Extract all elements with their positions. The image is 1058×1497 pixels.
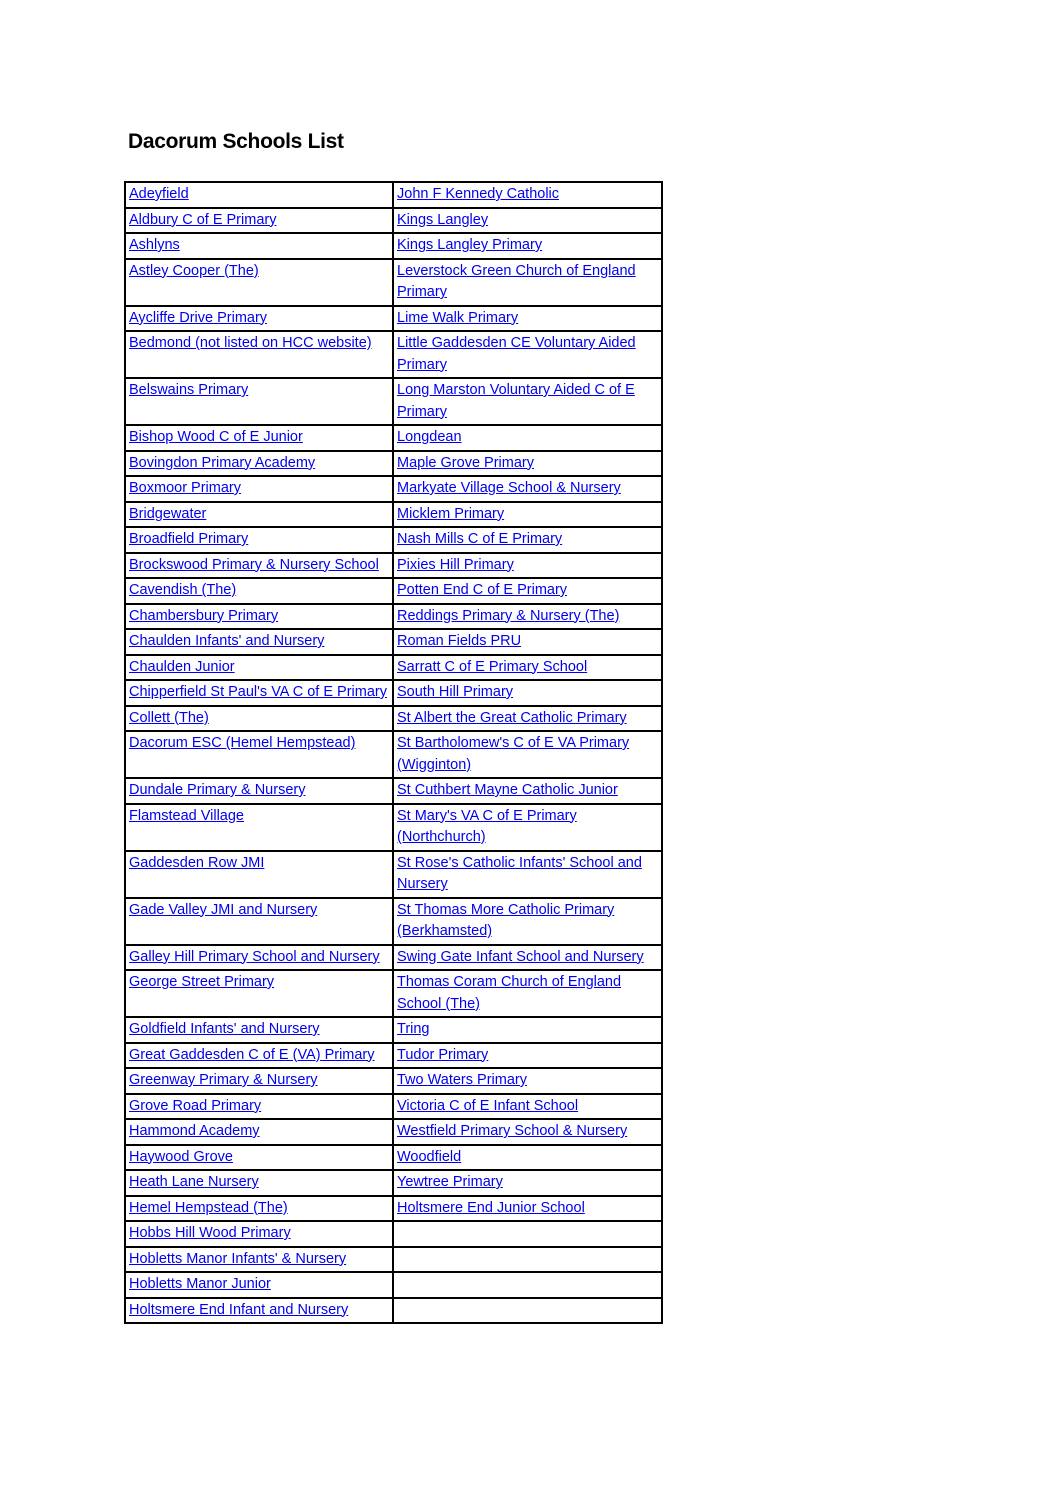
table-cell bbox=[393, 629, 662, 655]
table-cell bbox=[125, 1094, 393, 1120]
school-link[interactable]: Ashlyns bbox=[129, 237, 180, 253]
table-cell bbox=[393, 706, 662, 732]
table-cell bbox=[393, 680, 662, 706]
table-cell bbox=[393, 1170, 662, 1196]
table-row bbox=[125, 970, 662, 1017]
table-row bbox=[125, 553, 662, 579]
table-cell bbox=[125, 945, 393, 971]
table-row bbox=[125, 680, 662, 706]
table-row bbox=[125, 851, 662, 898]
school-link[interactable]: Pixies Hill Primary bbox=[397, 556, 514, 573]
table-cell bbox=[393, 182, 662, 208]
table-cell bbox=[125, 233, 393, 259]
table-cell bbox=[125, 804, 393, 851]
table-cell bbox=[393, 1017, 662, 1043]
table-cell bbox=[393, 527, 662, 553]
school-link[interactable]: Hemel Hempstead (The) bbox=[129, 1199, 288, 1216]
school-link[interactable]: Collett (The) bbox=[129, 709, 209, 726]
table-cell bbox=[393, 898, 662, 945]
table-row bbox=[125, 425, 662, 451]
table-row bbox=[125, 604, 662, 630]
table-cell bbox=[125, 1170, 393, 1196]
table-cell bbox=[125, 970, 393, 1017]
school-link[interactable]: Reddings Primary & Nursery (The) bbox=[397, 607, 620, 624]
table-cell bbox=[125, 629, 393, 655]
table-cell bbox=[125, 1247, 393, 1273]
table-row bbox=[125, 476, 662, 502]
table-cell bbox=[393, 425, 662, 451]
school-link[interactable]: Chaulden Junior bbox=[129, 658, 235, 675]
school-link[interactable]: St Thomas More Catholic Primary (Berkhamsted) bbox=[397, 901, 615, 939]
table-row bbox=[125, 778, 662, 804]
school-link[interactable]: Holtsmere End Infant and Nursery bbox=[129, 1301, 349, 1318]
school-link[interactable]: Grove Road Primary bbox=[129, 1097, 262, 1114]
school-link[interactable]: Maple Grove Primary bbox=[397, 454, 534, 471]
school-link[interactable]: Bridgewater bbox=[129, 505, 207, 522]
table-row bbox=[125, 945, 662, 971]
school-link[interactable]: Sarratt C of E Primary School bbox=[397, 658, 588, 675]
school-link[interactable]: St Rose's Catholic Infants' School and Nursery bbox=[397, 854, 642, 892]
table-cell bbox=[393, 502, 662, 528]
table-cell bbox=[125, 706, 393, 732]
school-link[interactable]: Tudor Primary bbox=[397, 1046, 489, 1063]
table-cell bbox=[393, 259, 662, 306]
school-link[interactable]: Boxmoor Primary bbox=[129, 480, 241, 496]
school-link[interactable]: Kings Langley bbox=[397, 211, 489, 228]
table-cell bbox=[125, 1272, 393, 1298]
school-link[interactable]: Hammond Academy bbox=[129, 1123, 260, 1139]
school-link[interactable]: Belswains Primary bbox=[129, 382, 249, 398]
table-cell bbox=[125, 1221, 393, 1247]
table-cell bbox=[125, 1145, 393, 1171]
school-link[interactable]: St Cuthbert Mayne Catholic Junior bbox=[397, 782, 618, 798]
table-cell bbox=[393, 1221, 662, 1247]
table-cell bbox=[125, 502, 393, 528]
table-row bbox=[125, 1017, 662, 1043]
table-cell bbox=[125, 578, 393, 604]
school-link[interactable]: Bishop Wood C of E Junior bbox=[129, 429, 303, 445]
table-cell bbox=[393, 655, 662, 681]
school-link[interactable]: Markyate Village School & Nursery bbox=[397, 480, 621, 496]
table-cell bbox=[393, 553, 662, 579]
school-link[interactable]: Roman Fields PRU bbox=[397, 633, 522, 649]
school-link[interactable]: Yewtree Primary bbox=[397, 1174, 503, 1190]
school-link[interactable]: Flamstead Village bbox=[129, 807, 244, 824]
school-link[interactable]: Astley Cooper (The) bbox=[129, 262, 259, 279]
school-link[interactable]: Lime Walk Primary bbox=[397, 309, 519, 326]
table-cell bbox=[393, 331, 662, 378]
school-link[interactable]: Little Gaddesden CE Voluntary Aided Primary bbox=[397, 335, 636, 373]
school-link[interactable]: Holtsmere End Junior School bbox=[397, 1199, 585, 1216]
school-link[interactable]: John F Kennedy Catholic bbox=[397, 186, 560, 202]
table-row bbox=[125, 331, 662, 378]
school-link[interactable]: Gaddesden Row JMI bbox=[129, 854, 265, 871]
table-cell bbox=[393, 1043, 662, 1069]
table-cell bbox=[393, 1196, 662, 1222]
table-cell bbox=[125, 851, 393, 898]
table-row bbox=[125, 259, 662, 306]
table-row bbox=[125, 502, 662, 528]
table-cell bbox=[125, 259, 393, 306]
table-cell bbox=[125, 1068, 393, 1094]
school-link[interactable]: Longdean bbox=[397, 429, 462, 445]
table-cell bbox=[393, 731, 662, 778]
table-row bbox=[125, 804, 662, 851]
table-row bbox=[125, 578, 662, 604]
table-cell bbox=[125, 553, 393, 579]
school-link[interactable]: Westfield Primary School & Nursery bbox=[397, 1123, 628, 1139]
table-cell bbox=[125, 208, 393, 234]
table-cell bbox=[393, 851, 662, 898]
table-cell bbox=[393, 1068, 662, 1094]
table-cell bbox=[125, 1017, 393, 1043]
table-cell bbox=[393, 306, 662, 332]
school-link[interactable]: Kings Langley Primary bbox=[397, 237, 543, 253]
school-link[interactable]: Long Marston Voluntary Aided C of E Primary bbox=[397, 382, 635, 420]
table-row bbox=[125, 1094, 662, 1120]
school-link[interactable]: Bedmond (not listed on HCC website) bbox=[129, 335, 372, 351]
school-link[interactable]: George Street Primary bbox=[129, 974, 275, 990]
table-cell bbox=[125, 331, 393, 378]
schools-table bbox=[124, 181, 663, 1324]
table-cell bbox=[393, 970, 662, 1017]
schools-table-body bbox=[125, 182, 662, 1323]
table-cell bbox=[125, 1043, 393, 1069]
table-cell bbox=[393, 604, 662, 630]
school-link[interactable]: Hobbs Hill Wood Primary bbox=[129, 1225, 291, 1241]
table-cell bbox=[393, 451, 662, 477]
table-row bbox=[125, 1170, 662, 1196]
school-link[interactable]: Chaulden Infants' and Nursery bbox=[129, 633, 325, 649]
table-row bbox=[125, 306, 662, 332]
table-cell bbox=[393, 1145, 662, 1171]
table-cell bbox=[393, 945, 662, 971]
table-row bbox=[125, 1272, 662, 1298]
table-cell bbox=[125, 451, 393, 477]
school-link[interactable]: Nash Mills C of E Primary bbox=[397, 531, 563, 547]
table-row bbox=[125, 233, 662, 259]
table-cell bbox=[393, 778, 662, 804]
table-row bbox=[125, 451, 662, 477]
school-link[interactable]: Brockswood Primary & Nursery School bbox=[129, 556, 379, 573]
school-link[interactable]: Aldbury C of E Primary bbox=[129, 211, 277, 228]
school-link[interactable]: Leverstock Green Church of England Primary bbox=[397, 262, 636, 300]
table-row bbox=[125, 182, 662, 208]
table-cell bbox=[125, 1196, 393, 1222]
table-cell bbox=[125, 527, 393, 553]
school-link[interactable]: Heath Lane Nursery bbox=[129, 1174, 259, 1190]
table-cell bbox=[125, 306, 393, 332]
school-link[interactable]: Dundale Primary & Nursery bbox=[129, 782, 306, 798]
school-link[interactable]: Gade Valley JMI and Nursery bbox=[129, 901, 318, 918]
school-link[interactable]: Hobletts Manor Junior bbox=[129, 1276, 271, 1292]
school-link[interactable]: St Mary's VA C of E Primary (Northchurch) bbox=[397, 807, 577, 845]
school-link[interactable]: Goldfield Infants' and Nursery bbox=[129, 1021, 320, 1037]
table-row bbox=[125, 1298, 662, 1324]
school-link[interactable]: Hobletts Manor Infants' & Nursery bbox=[129, 1250, 347, 1267]
table-cell bbox=[393, 1094, 662, 1120]
school-link[interactable]: Greenway Primary & Nursery bbox=[129, 1072, 318, 1088]
table-row bbox=[125, 1145, 662, 1171]
table-cell bbox=[125, 604, 393, 630]
school-link[interactable]: South Hill Primary bbox=[397, 684, 514, 700]
table-cell bbox=[125, 476, 393, 502]
table-cell bbox=[393, 1298, 662, 1324]
school-link[interactable]: Galley Hill Primary School and Nursery bbox=[129, 948, 380, 965]
school-link[interactable]: St Bartholomew's C of E VA Primary (Wigginton) bbox=[397, 735, 630, 773]
school-link[interactable]: Chambersbury Primary bbox=[129, 607, 279, 624]
table-row bbox=[125, 1119, 662, 1145]
school-link[interactable]: Micklem Primary bbox=[397, 505, 505, 522]
table-cell bbox=[393, 476, 662, 502]
school-link[interactable]: Chipperfield St Paul's VA C of E Primary bbox=[129, 684, 387, 700]
school-link[interactable]: Bovingdon Primary Academy bbox=[129, 454, 316, 471]
school-link[interactable]: Adeyfield bbox=[129, 186, 189, 202]
table-row bbox=[125, 1221, 662, 1247]
table-cell bbox=[393, 378, 662, 425]
table-cell bbox=[393, 1272, 662, 1298]
table-row bbox=[125, 898, 662, 945]
table-cell bbox=[125, 1298, 393, 1324]
table-row bbox=[125, 706, 662, 732]
school-link[interactable]: Broadfield Primary bbox=[129, 531, 249, 547]
table-row bbox=[125, 731, 662, 778]
table-cell bbox=[125, 378, 393, 425]
table-row bbox=[125, 629, 662, 655]
school-link[interactable]: Haywood Grove bbox=[129, 1148, 233, 1165]
table-row bbox=[125, 208, 662, 234]
table-cell bbox=[393, 578, 662, 604]
table-row bbox=[125, 1247, 662, 1273]
table-cell bbox=[125, 731, 393, 778]
page-title: Dacorum Schools List bbox=[128, 130, 344, 153]
school-link[interactable]: Woodfield bbox=[397, 1148, 462, 1165]
school-link[interactable]: Great Gaddesden C of E (VA) Primary bbox=[129, 1046, 375, 1063]
table-cell bbox=[125, 898, 393, 945]
table-cell bbox=[393, 1119, 662, 1145]
school-link[interactable]: St Albert the Great Catholic Primary bbox=[397, 709, 627, 726]
table-row bbox=[125, 655, 662, 681]
table-cell bbox=[393, 208, 662, 234]
table-cell bbox=[125, 778, 393, 804]
school-link[interactable]: Victoria C of E Infant School bbox=[397, 1097, 579, 1114]
table-cell bbox=[125, 182, 393, 208]
table-row bbox=[125, 1043, 662, 1069]
school-link[interactable]: Aycliffe Drive Primary bbox=[129, 309, 268, 326]
school-link[interactable]: Cavendish (The) bbox=[129, 582, 237, 598]
table-cell bbox=[125, 425, 393, 451]
school-link[interactable]: Tring bbox=[397, 1021, 430, 1037]
school-link[interactable]: Two Waters Primary bbox=[397, 1072, 527, 1088]
school-link[interactable]: Thomas Coram Church of England School (The) bbox=[397, 974, 622, 1012]
table-cell bbox=[393, 233, 662, 259]
school-link[interactable]: Dacorum ESC (Hemel Hempstead) bbox=[129, 735, 356, 751]
table-row bbox=[125, 378, 662, 425]
table-row bbox=[125, 527, 662, 553]
school-link[interactable]: Potten End C of E Primary bbox=[397, 582, 568, 598]
school-link[interactable]: Swing Gate Infant School and Nursery bbox=[397, 948, 644, 965]
table-row bbox=[125, 1196, 662, 1222]
table-cell bbox=[125, 655, 393, 681]
table-cell bbox=[393, 1247, 662, 1273]
table-cell bbox=[125, 1119, 393, 1145]
table-row bbox=[125, 1068, 662, 1094]
table-cell bbox=[393, 804, 662, 851]
table-cell bbox=[125, 680, 393, 706]
